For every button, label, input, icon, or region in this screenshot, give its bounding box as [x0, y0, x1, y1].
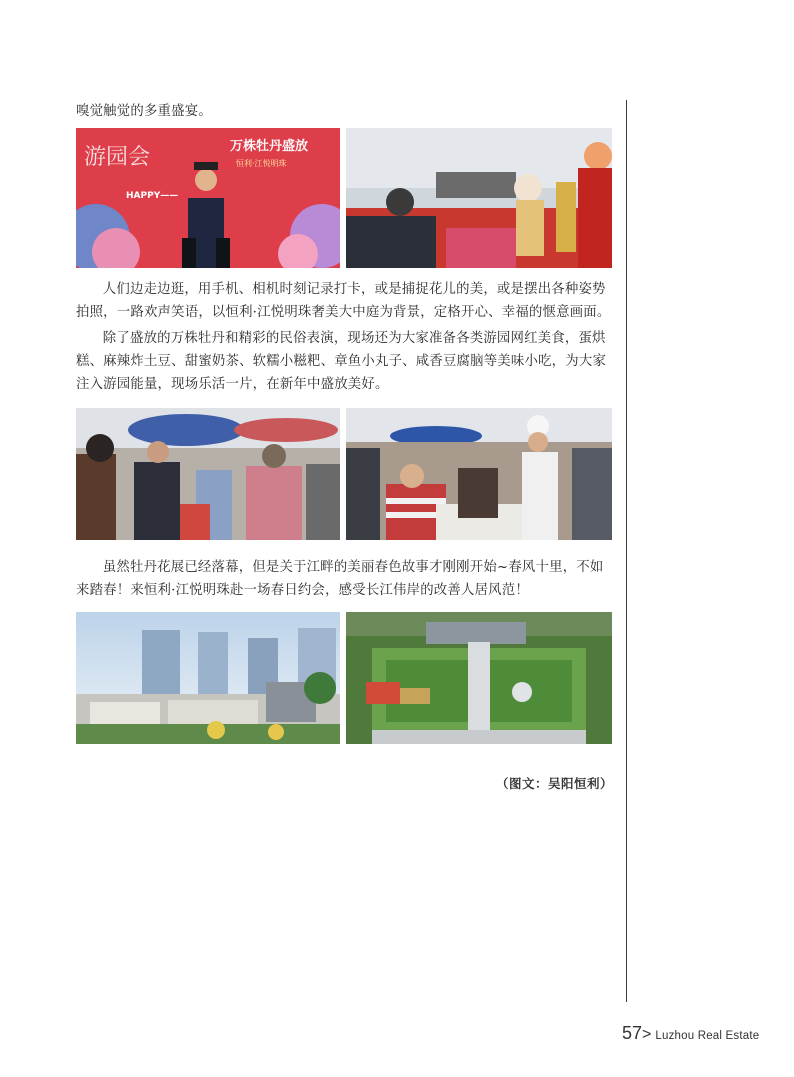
banner-happy: HAPPY—— [126, 191, 179, 201]
paragraph-visitors: 人们边走边逛，用手机、相机时刻记录打卡，或是捕捉花儿的美，或是摆出各种姿势拍照，一路欢声笑语，以恒利·江悦明珠奢美大中庭为背景，定格开心、幸福的惬意画面。 [76, 282, 611, 320]
paragraph-closing: 虽然牡丹花展已经落幕，但是关于江畔的美丽春色故事才刚刚开始~春风十里，不如来踏春！来恒利·江悦明珠赴一场春日约会，感受长江伟岸的改善人居风范！ [76, 560, 604, 598]
publication-name: Luzhou Real Estate [655, 1030, 760, 1042]
banner-youyuanhui: 游园会 [84, 145, 151, 170]
page-number: 57 [622, 1023, 643, 1043]
paragraph-food: 除了盛放的万株牡丹和精彩的民俗表演，现场还为大家准备各类游园网红美食，蛋烘糕、麻辣炸土豆、甜蜜奶茶、软糯小糍粑、章鱼小丸子、咸香豆腐脑等美味小吃，为大家注入游园能量，现场乐活一片，在新年中盛放美好。 [76, 331, 607, 392]
photo-residential-towers [76, 612, 340, 744]
banner-title: 万株牡丹盛放 [230, 139, 309, 154]
banner-subtitle: 恒利·江悦明珠 [236, 159, 287, 168]
page-footer [622, 1023, 759, 1044]
page-arrow: > [642, 1026, 652, 1043]
vertical-rule [626, 100, 627, 1002]
photo-stage-performer [76, 128, 340, 268]
paragraph-continued: 嗅觉触觉的多重盛宴。 [76, 104, 212, 119]
photo-text-credit: （图文：吴阳恒利） [496, 776, 614, 791]
photo-chef-serving [346, 408, 612, 540]
photo-aerial-garden [346, 612, 612, 744]
photo-food-stalls-crowd [76, 408, 340, 540]
photo-folk-performance [346, 128, 612, 268]
